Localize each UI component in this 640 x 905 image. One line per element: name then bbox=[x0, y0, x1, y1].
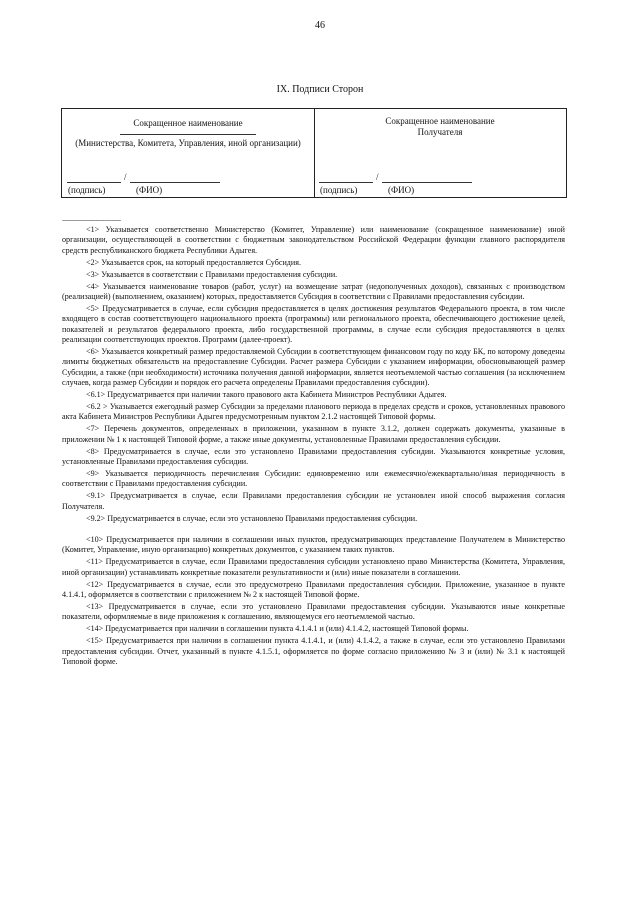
footnote: <10> Предусматривается при наличии в соглашении иных пунктов, предусматривающих представление Получателем в Министерство (Комитет, Управление, иную организацию) конкретных документов, с указанием таких пунктов. bbox=[62, 534, 565, 555]
grantor-signature-line bbox=[67, 182, 121, 183]
footnote: <6.2 > Указывается ежегодный размер Субсидии за пределами планового периода в пределах средств и сроков, установленных правового акта Кабинета Министров Республики Адыгея предусмотренным пунктом 2.1.2 настоящей Типовой формы. bbox=[62, 402, 565, 422]
grantor-fio-line bbox=[130, 182, 220, 183]
footnotes bbox=[62, 225, 565, 669]
footnote: <6.1> Предусматривается при наличии такого правового акта Кабинета Министров Республики Адыгея. bbox=[86, 390, 447, 400]
recipient-heading: Сокращенное наименование Получателя bbox=[385, 116, 495, 137]
footnote: <9.2> Предусматривается в случае, если это установлено Правилами предоставления субсидии. bbox=[86, 513, 418, 523]
grantor-slash: / bbox=[124, 172, 127, 182]
section-title: IX. Подписи Сторон bbox=[276, 84, 364, 95]
signature-cell-grantor bbox=[62, 109, 315, 197]
footnote: <2> Указывается срок, на который предоставляется Субсидия. bbox=[86, 257, 301, 267]
grantor-heading: Сокращенное наименование bbox=[133, 118, 243, 128]
footnote: <4> Указывается наименование товаров (работ, услуг) на возмещение затрат (недополученных доходов), связанных с производством (реализацией) (выполнением, оказанием) которых, предоставляется Субсидия в соответствии с Правилами предоставления субсидии. bbox=[62, 281, 565, 301]
recipient-sign-label: (подпись) bbox=[320, 185, 358, 195]
footnote: <12> Предусматривается в случае, если это предусмотрено Правилами предоставления субсидии. Приложение, указанное в пункте 4.1.4.1, оформляется в соответствии с приложением № 2 к настоящей Типовой форме. bbox=[62, 579, 565, 599]
recipient-fio-line bbox=[382, 182, 472, 183]
recipient-signature-line bbox=[319, 182, 373, 183]
grantor-fio-label: (ФИО) bbox=[136, 185, 163, 195]
footnote: <1> Указывается соответственно Министерство (Комитет, Управление) или наименование (сокращенное наименование) иной организации, осуществляющей в соответствии с бюджетным законодательством Российской Федерации функции главного распорядителя средств республиканского бюджета Республики Адыгея. bbox=[62, 225, 565, 255]
footnote: <5> Предусматривается в случае, если субсидия предоставляется в целях достижения результатов Федерального проекта, в том числе входящего в состав соответствующего национального проекта (программы) или регионального проекта, обеспечивающего достижение целей, показателей и результатов федерального проекта, либо государственной программы, в случае если субсидия предоставляются в целях реализации соответствующих проектов. Программ (далее-проект). bbox=[62, 303, 565, 345]
signature-cell-recipient bbox=[314, 109, 566, 197]
footnote: <8> Предусматривается в случае, если это установлено Правилами предоставления субсидии. Указываются конкретные условия, установленные Правилами предоставления субсидии. bbox=[62, 446, 565, 467]
footnote: <3> Указывается в соответствии с Правилами предоставления субсидии. bbox=[86, 269, 338, 279]
signature-table bbox=[61, 108, 567, 198]
footnote: <11> Предусматривается в случае, если Правилами предоставления субсидии установлено право Министерства (Комитета, Управления, иной организации) устанавливать конкретные показатели результативности и (или) иные показатели в соглашении. bbox=[62, 557, 565, 577]
footnote-separator: -------------------------------- bbox=[62, 216, 121, 224]
recipient-slash: / bbox=[376, 172, 379, 182]
footnote: <15> Предусматривается при наличии в соглашении пункта 4.1.4.1, и (или) 4.1.4.2, а также в случае, если это установлено Правилами предоставления субсидии. Отчет, указанный в пункте 4.1.5.1, оформляется по форме согласно приложению № 3 и (или) № 3.1 к настоящей Типовой форме. bbox=[62, 636, 565, 666]
page-number: 46 bbox=[315, 20, 325, 31]
recipient-fio-label: (ФИО) bbox=[388, 185, 415, 195]
grantor-sign-label: (подпись) bbox=[68, 185, 106, 195]
footnote: <9> Указывается периодичность перечисления Субсидии: единовременно или ежемесячно/ежеквартально/иная периодичность в соответствии с Правилами предоставления субсидии. bbox=[62, 468, 565, 489]
footnote: <9.1> Предусматривается в случае, если Правилами предоставления субсидии не установлен иной способ выражения согласия Получателя. bbox=[62, 491, 565, 511]
footnote: <7> Перечень документов, определенных в приложении, указанном в пункте 3.1.2, должен содержать документы, указанные в приложении № 1 к настоящей Типовой форме, а также иные документы, установленные Правилами предоставления субсидии. bbox=[62, 424, 565, 444]
footnote: <6> Указывается конкретный размер предоставляемой Субсидии в соответствующем финансовом году по коду БК, по которому доведены лимиты бюджетных обязательств на предоставление Субсидии. Расчет размера Субсидии с указанием информации, обосновывающей размер Субсидии, а также (при необходимости) источника получения данной информации, является неотъемлемой частью соглашения (за исключением случаев, когда размер Субсидии и порядок его расчета определены Правилами предоставления субсидии). bbox=[62, 346, 565, 388]
grantor-subheading: (Министерства, Комитета, Управления, иной организации) bbox=[75, 138, 301, 148]
grantor-name-line bbox=[120, 134, 256, 135]
footnote: <13> Предусматривается в случае, если это установлено Правилами предоставления субсидии. Указываются иные конкретные показатели, оформляемые в виде приложения к соглашению, являющемуся его неотъемлемой частью. bbox=[62, 601, 565, 622]
footnote: <14> Предусматривается при наличии в соглашении пункта 4.1.4.1 и (или) 4.1.4.2, настоящей Типовой формы. bbox=[86, 624, 469, 634]
